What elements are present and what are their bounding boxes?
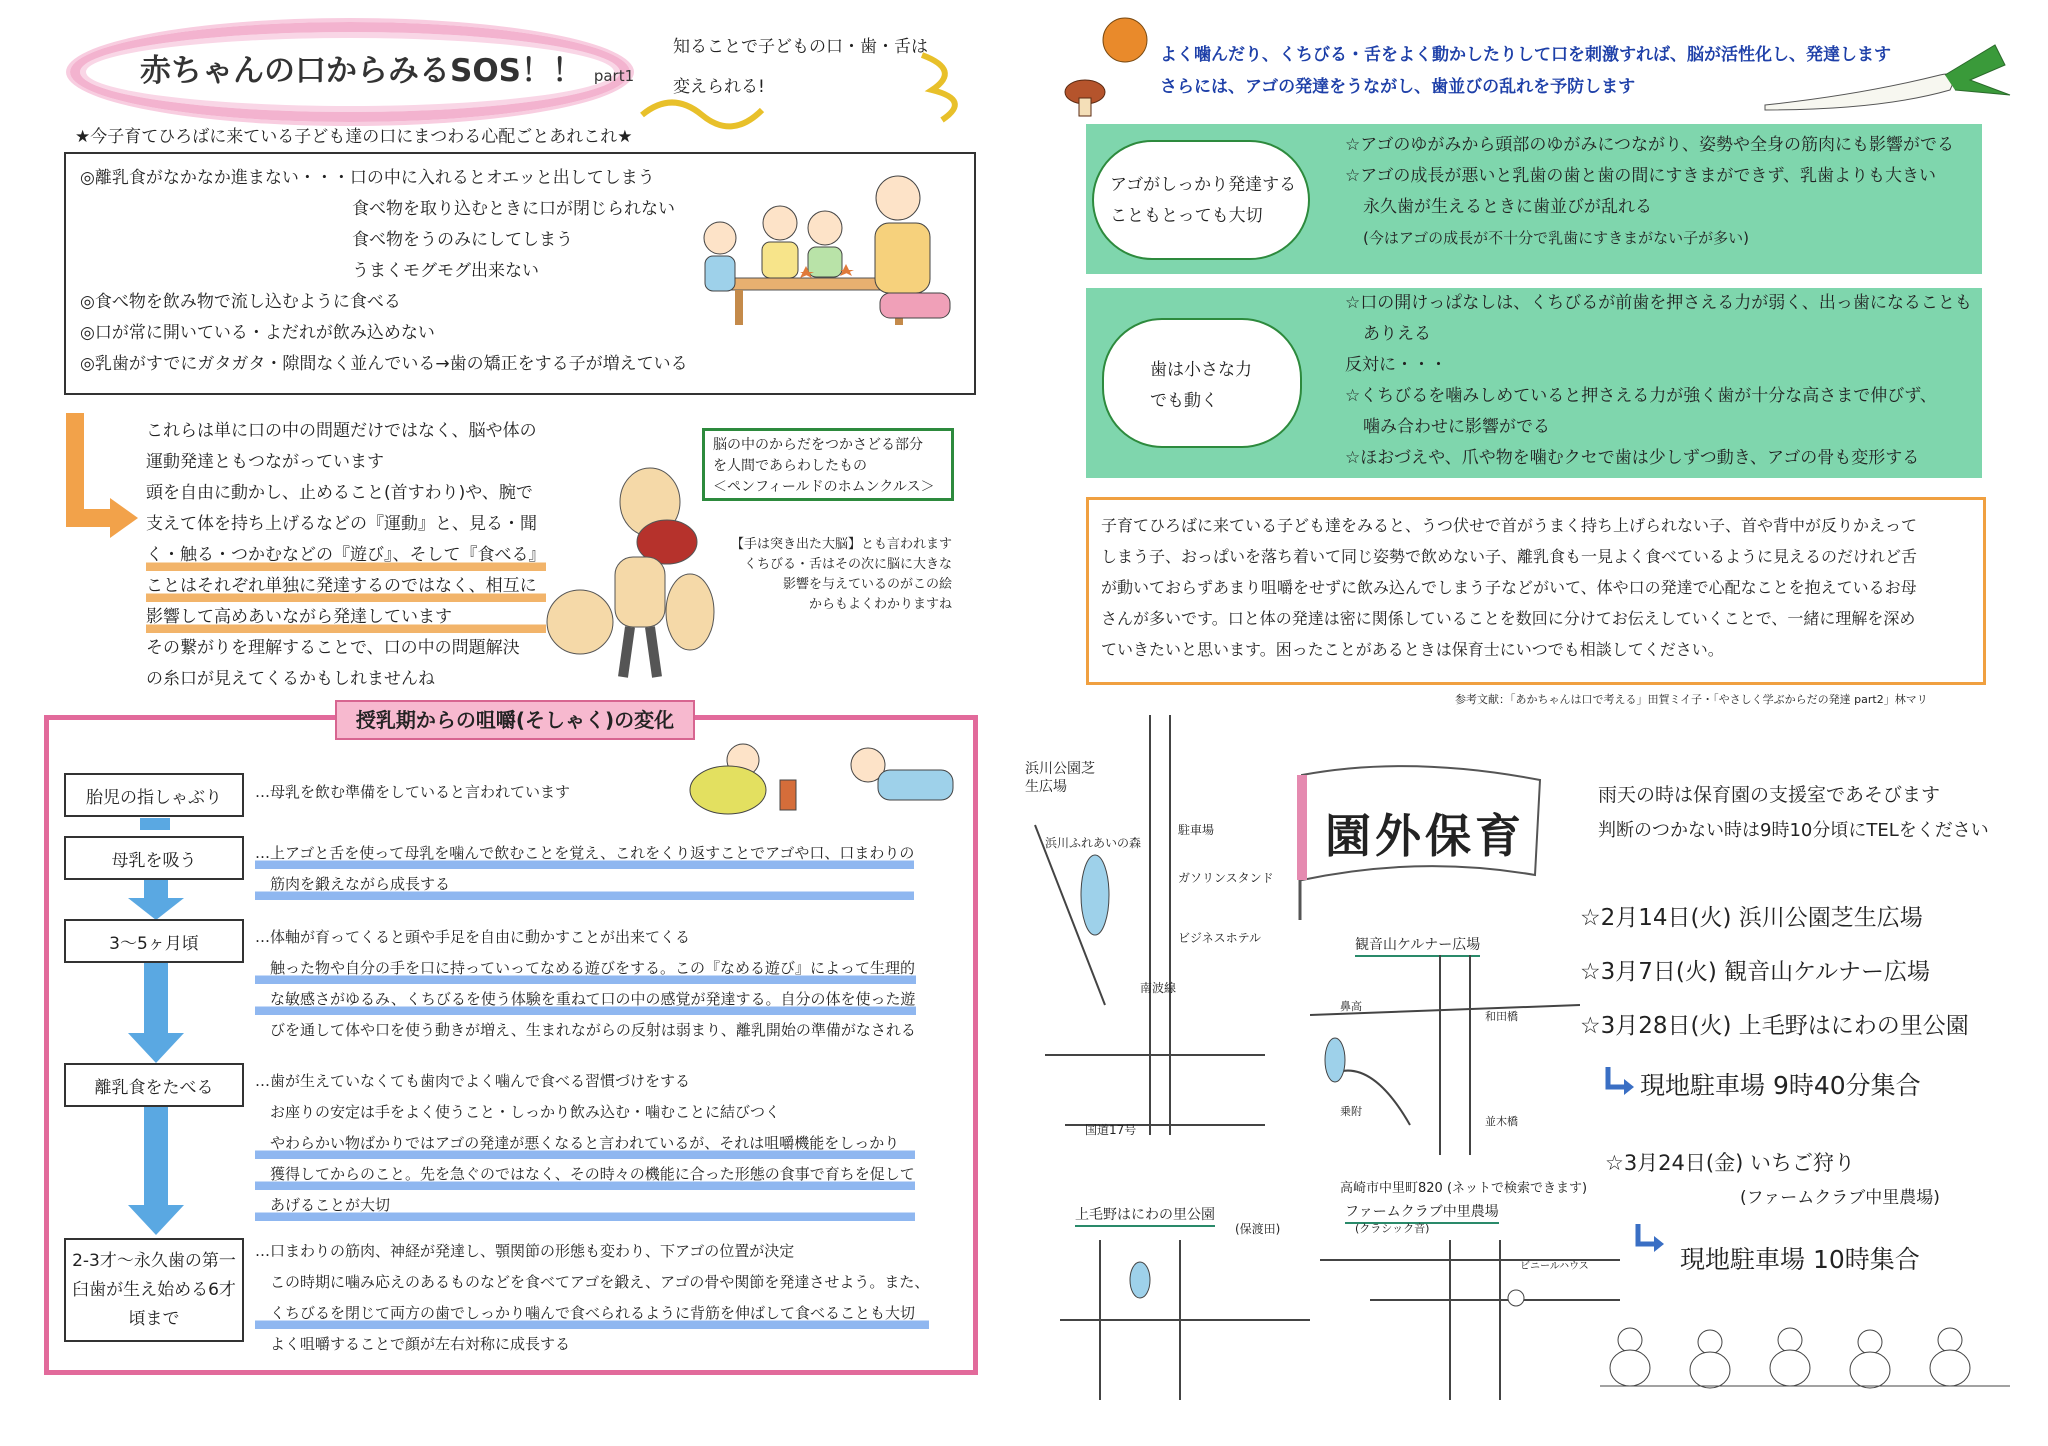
children-eating-illustration: [680, 168, 970, 328]
homunculus-box-line: ＜ペンフィールドのホムンクルス＞: [713, 479, 935, 495]
concerns-subtitle: ★今子育てひろばに来ている子ども達の口にまつわる心配ごとあれこれ★: [75, 127, 633, 147]
map-label: 駐車場: [1178, 823, 1215, 837]
teeth-line: 反対に・・・: [1345, 355, 1447, 375]
vegetable-icons: [1055, 10, 1165, 120]
jaw-line: 永久歯が生えるときに歯並びが乱れる: [1363, 197, 1652, 217]
stage-desc-line: くちびるを閉じて両方の歯でしっかり噛んで食べられるように背筋を伸ばして食べることも大切: [255, 1298, 929, 1329]
message-line: しまう子、おっぱいを落ち着いて同じ姿勢で飲めない子、離乳食も一見よく食べているように見えるのだけれど舌: [1101, 547, 1918, 566]
map-label: ガソリンスタンド: [1178, 871, 1274, 885]
stage-desc-line: お座りの安定は手をよく使うこと・しっかり飲み込む・噛むことに結びつく: [270, 1103, 781, 1121]
map-title-kannon: 観音山ケルナー広場: [1355, 935, 1480, 957]
map-label: ビニールハウス: [1520, 1261, 1589, 1272]
map-kannon: [1310, 955, 1580, 1155]
teeth-line: 噛み合わせに影響がでる: [1363, 417, 1550, 437]
stage-desc-line: この時期に噛み応えのあるものなどを食べてアゴを鍛え、アゴの骨や関節を発達させよう。また、: [270, 1273, 930, 1291]
reference: 参考文献：「あかちゃんは口で考える」田賀ミイ子・「やさしく学ぶからだの発達 part2」林マリ: [1455, 693, 1928, 706]
explain-text: [146, 416, 546, 695]
stage-desc-line: …歯が生えていなくても歯肉でよく噛んで食べる習慣づけをする: [255, 1072, 691, 1090]
message-line: ていきたいと思います。困ったことがあるときは保育士にいつでも相談してください。: [1101, 640, 1724, 659]
stage-desc: …母乳を飲む準備をしていると言われています: [255, 783, 571, 801]
stage-box-breast: 母乳を吸う: [64, 836, 244, 880]
jaw-line: ☆アゴの成長が悪いと乳歯の歯と歯の間にすきまができず、乳歯よりも大きい: [1345, 166, 1937, 186]
stage-desc-line: やわらかい物ばかりではアゴの発達が悪くなると言われているが、それは咀嚼機能をしっかり: [255, 1128, 915, 1159]
explain-line: 運動発達ともつながっています: [146, 452, 384, 472]
stage-desc-line: びを通して体や口を使う動きが増え、生まれながらの反射は弱まり、離乳開始の準備がなされる: [270, 1021, 916, 1039]
explain-line: 頭を自由に動かし、止めること(首すわり)や、腕で: [146, 483, 533, 503]
tagline-2: 変えられる!: [673, 77, 765, 97]
map-farm: [1320, 1240, 1640, 1400]
explain-line: 支えて体を持ち上げるなどの『運動』と、見る・聞: [146, 514, 537, 534]
concern-4: ◎乳歯がすでにガタガタ・隙間なく並んでいる→歯の矯正をする子が増えている: [80, 354, 688, 374]
title-main: 赤ちゃんの口からみるSOS！！: [140, 53, 584, 89]
map-label: 鼻高: [1340, 1000, 1362, 1013]
homunculus-box: [702, 428, 954, 501]
jaw-cloud-line: アゴがしっかり発達する: [1110, 175, 1297, 195]
stage-arrow: [128, 963, 184, 1063]
radish-illustration: [1760, 40, 2020, 120]
intro-line-1: よく噛んだり、くちびる・舌をよく動かしたりして口を刺激すれば、脳が活性化し、発達します: [1160, 45, 1891, 65]
concern-1c: 食べ物をうのみにしてしまう: [352, 230, 573, 250]
jaw-line: ☆アゴのゆがみから頭部のゆがみにつながり、姿勢や全身の筋肉にも影響がでる: [1345, 135, 1955, 155]
stage-box-weaning: 離乳食をたべる: [64, 1063, 244, 1107]
meet-1: 現地駐車場 9時40分集合: [1640, 1071, 1921, 1100]
map-label: 南波線: [1140, 981, 1177, 995]
message-line: が動いておらずあまり咀嚼をせずに飲み込んでしまう子などがいて、体や口の発達で心配なことを抱えているお母: [1101, 578, 1917, 597]
map-title-hamagawa: 浜川公園芝生広場: [1025, 761, 1095, 795]
map-haniwa-sub: (保渡田): [1235, 1222, 1281, 1236]
teeth-cloud-text: [1150, 355, 1252, 417]
stage-desc: [255, 1236, 929, 1360]
tagline-1: 知ることで子どもの口・歯・舌は: [673, 37, 928, 57]
explain-line: これらは単に口の中の問題だけではなく、脳や体の: [146, 421, 537, 441]
meet-arrow-icon: [1600, 1065, 1636, 1101]
homunculus-illustration: [545, 462, 715, 682]
explain-line: く・触る・つかむなどの『遊び』、そして『食べる』: [146, 540, 546, 571]
teeth-line: ☆くちびるを噛みしめていると押さえる力が強く歯が十分な高さまで伸びず、: [1345, 386, 1937, 406]
farm-address: 高崎市中里町820 (ネットで検索できます): [1340, 1181, 1588, 1196]
explain-line: 影響して高めあいながら発達しています: [146, 602, 546, 633]
stage-desc-line: …体軸が育ってくると頭や手足を自由に動かすことが出来てくる: [255, 928, 691, 946]
farm-sub: (クラシック音): [1355, 1222, 1430, 1235]
jaw-text: [1345, 130, 1954, 254]
message-line: さんが多いです。口と体の発達は密に関係していることを数回に分けてお伝えしていくことで、一緒に理解を深め: [1101, 609, 1916, 628]
stage-desc: [255, 1066, 915, 1221]
message-line: 子育てひろばに来ている子ども達をみると、うつ伏せで首がうまく持ち上げられない子、首や背中が反りかえって: [1101, 516, 1918, 535]
stage-desc-line: な敏感さがゆるみ、くちびるを使う体験を重ねて口の中の感覚が発達する。自分の体を使った遊: [255, 984, 916, 1015]
teeth-text: [1345, 288, 1972, 474]
map-label: 和田橋: [1485, 1010, 1518, 1023]
map-label: 浜川ふれあいの森: [1045, 836, 1142, 850]
homunculus-box-line: を人間であらわしたもの: [713, 458, 867, 474]
teeth-cloud-line: でも動く: [1150, 391, 1218, 411]
homunculus-box-line: 脳の中のからだをつかさどる部分: [713, 437, 923, 453]
stage-desc-line: よく咀嚼することで顔が左右対称に成長する: [270, 1335, 571, 1353]
strawberry-line-2: (ファームクラブ中里農場): [1740, 1188, 1940, 1208]
schedule-2: ☆3月7日(火) 観音山ケルナー広場: [1580, 959, 1930, 985]
explain-line: その繋がりを理解することで、口の中の問題解決: [146, 638, 520, 658]
note-line: からもよくわかりますね: [808, 597, 952, 612]
explain-line: の糸口が見えてくるかもしれませんね: [146, 669, 435, 689]
title-part: part1: [593, 67, 635, 85]
stage-desc-line: あげることが大切: [255, 1190, 915, 1221]
stage-desc-line: 触った物や自分の手を口に持っていってなめる遊びをする。この『なめる遊び』によって生理的: [255, 953, 916, 984]
page-title: [140, 45, 634, 90]
map-title-farm: ファームクラブ中里農場: [1345, 1202, 1499, 1224]
stage-arrow: [140, 818, 170, 830]
stage-box-fetal: 胎児の指しゃぶり: [64, 773, 244, 817]
note-line: くちびる・舌はその次に脳に大きな: [743, 557, 952, 572]
rain-line-2: 判断のつかない時は9時10分頃にTELをください: [1598, 820, 1989, 841]
concern-3: ◎口が常に開いている・よだれが飲み込めない: [80, 323, 435, 343]
map-haniwa: [1060, 1240, 1310, 1400]
schedule-1: ☆2月14日(火) 浜川公園芝生広場: [1580, 905, 1923, 931]
stage-desc-line: 獲得してからのこと。先を急ぐのではなく、その時々の機能に合った形態の食事で育ちを促して: [255, 1159, 915, 1190]
concern-1d: うまくモグモグ出来ない: [352, 261, 539, 281]
stage-arrow: [128, 1107, 184, 1235]
schedule-3: ☆3月28日(火) 上毛野はにわの里公園: [1580, 1013, 1969, 1039]
concern-1b: 食べ物を取り込むときに口が閉じられない: [352, 199, 675, 219]
flag-text: 園外保育: [1325, 809, 1525, 863]
stage-box-3-5m: 3～5ヶ月頃: [64, 919, 244, 963]
homunculus-note: [708, 535, 952, 615]
stage-desc-line: …口まわりの筋肉、神経が発達し、顎関節の形態も変わり、下アゴの位置が決定: [255, 1242, 795, 1260]
jaw-cloud-line: こともとっても大切: [1110, 206, 1263, 226]
chewing-title: 授乳期からの咀嚼(そしゃく)の変化: [335, 700, 695, 740]
snowmen-decoration: [1600, 1320, 2010, 1390]
jaw-cloud-text: [1110, 170, 1296, 232]
teeth-line: ☆口の開けっぱなしは、くちびるが前歯を押さえる力が弱く、出っ歯になることも: [1345, 293, 1972, 313]
map-label: 並木橋: [1485, 1115, 1518, 1128]
meet-2: 現地駐車場 10時集合: [1680, 1245, 1920, 1274]
babies-illustration: [668, 740, 968, 830]
stage-desc: [255, 838, 914, 900]
concern-2: ◎食べ物を飲み物で流し込むように食べる: [80, 292, 401, 312]
map-label: 乗附: [1340, 1105, 1362, 1118]
note-line: 【手は突き出た大脳】とも言われます: [730, 537, 952, 552]
stage-desc-line: …上アゴと舌を使って母乳を噛んで飲むことを覚え、これをくり返すことでアゴや口、口まわりの: [255, 838, 914, 869]
message-box: [1086, 497, 1986, 685]
rain-line-1: 雨天の時は保育園の支援室であそびます: [1598, 784, 1941, 806]
stage-arrow: [128, 880, 184, 920]
strawberry-line-1: ☆3月24日(金) いちご狩り: [1605, 1151, 1855, 1175]
intro-line-2: さらには、アゴの発達をうながし、歯並びの乱れを予防します: [1160, 77, 1636, 97]
map-label: ビジネスホテル: [1178, 931, 1262, 945]
stage-desc-line: 筋肉を鍛えながら成長する: [255, 869, 914, 900]
concern-1: ◎離乳食がなかなか進まない・・・口の中に入れるとオエッと出してしまう: [80, 168, 655, 188]
stage-box-2-6y: 2-3才～永久歯の第一臼歯が生え始める6才頃まで: [64, 1238, 244, 1342]
teeth-line: ありえる: [1363, 324, 1431, 344]
teeth-line: ☆ほおづえや、爪や物を噛むクセで歯は少しずつ動き、アゴの骨も変形する: [1345, 448, 1920, 468]
stage-desc: [255, 922, 916, 1046]
teeth-cloud-line: 歯は小さな力: [1150, 360, 1252, 380]
jaw-line: (今はアゴの成長が不十分で乳歯にすきまがない子が多い): [1363, 229, 1749, 247]
orange-arrow: [60, 408, 140, 553]
note-line: 影響を与えているのがこの絵: [782, 577, 952, 592]
squiggle-decoration: [632, 30, 982, 130]
explain-line: ことはそれぞれ単独に発達するのではなく、相互に: [146, 571, 546, 602]
map-label: 国道17号: [1085, 1123, 1137, 1137]
map-title-haniwa: 上毛野はにわの里公園: [1075, 1205, 1215, 1227]
